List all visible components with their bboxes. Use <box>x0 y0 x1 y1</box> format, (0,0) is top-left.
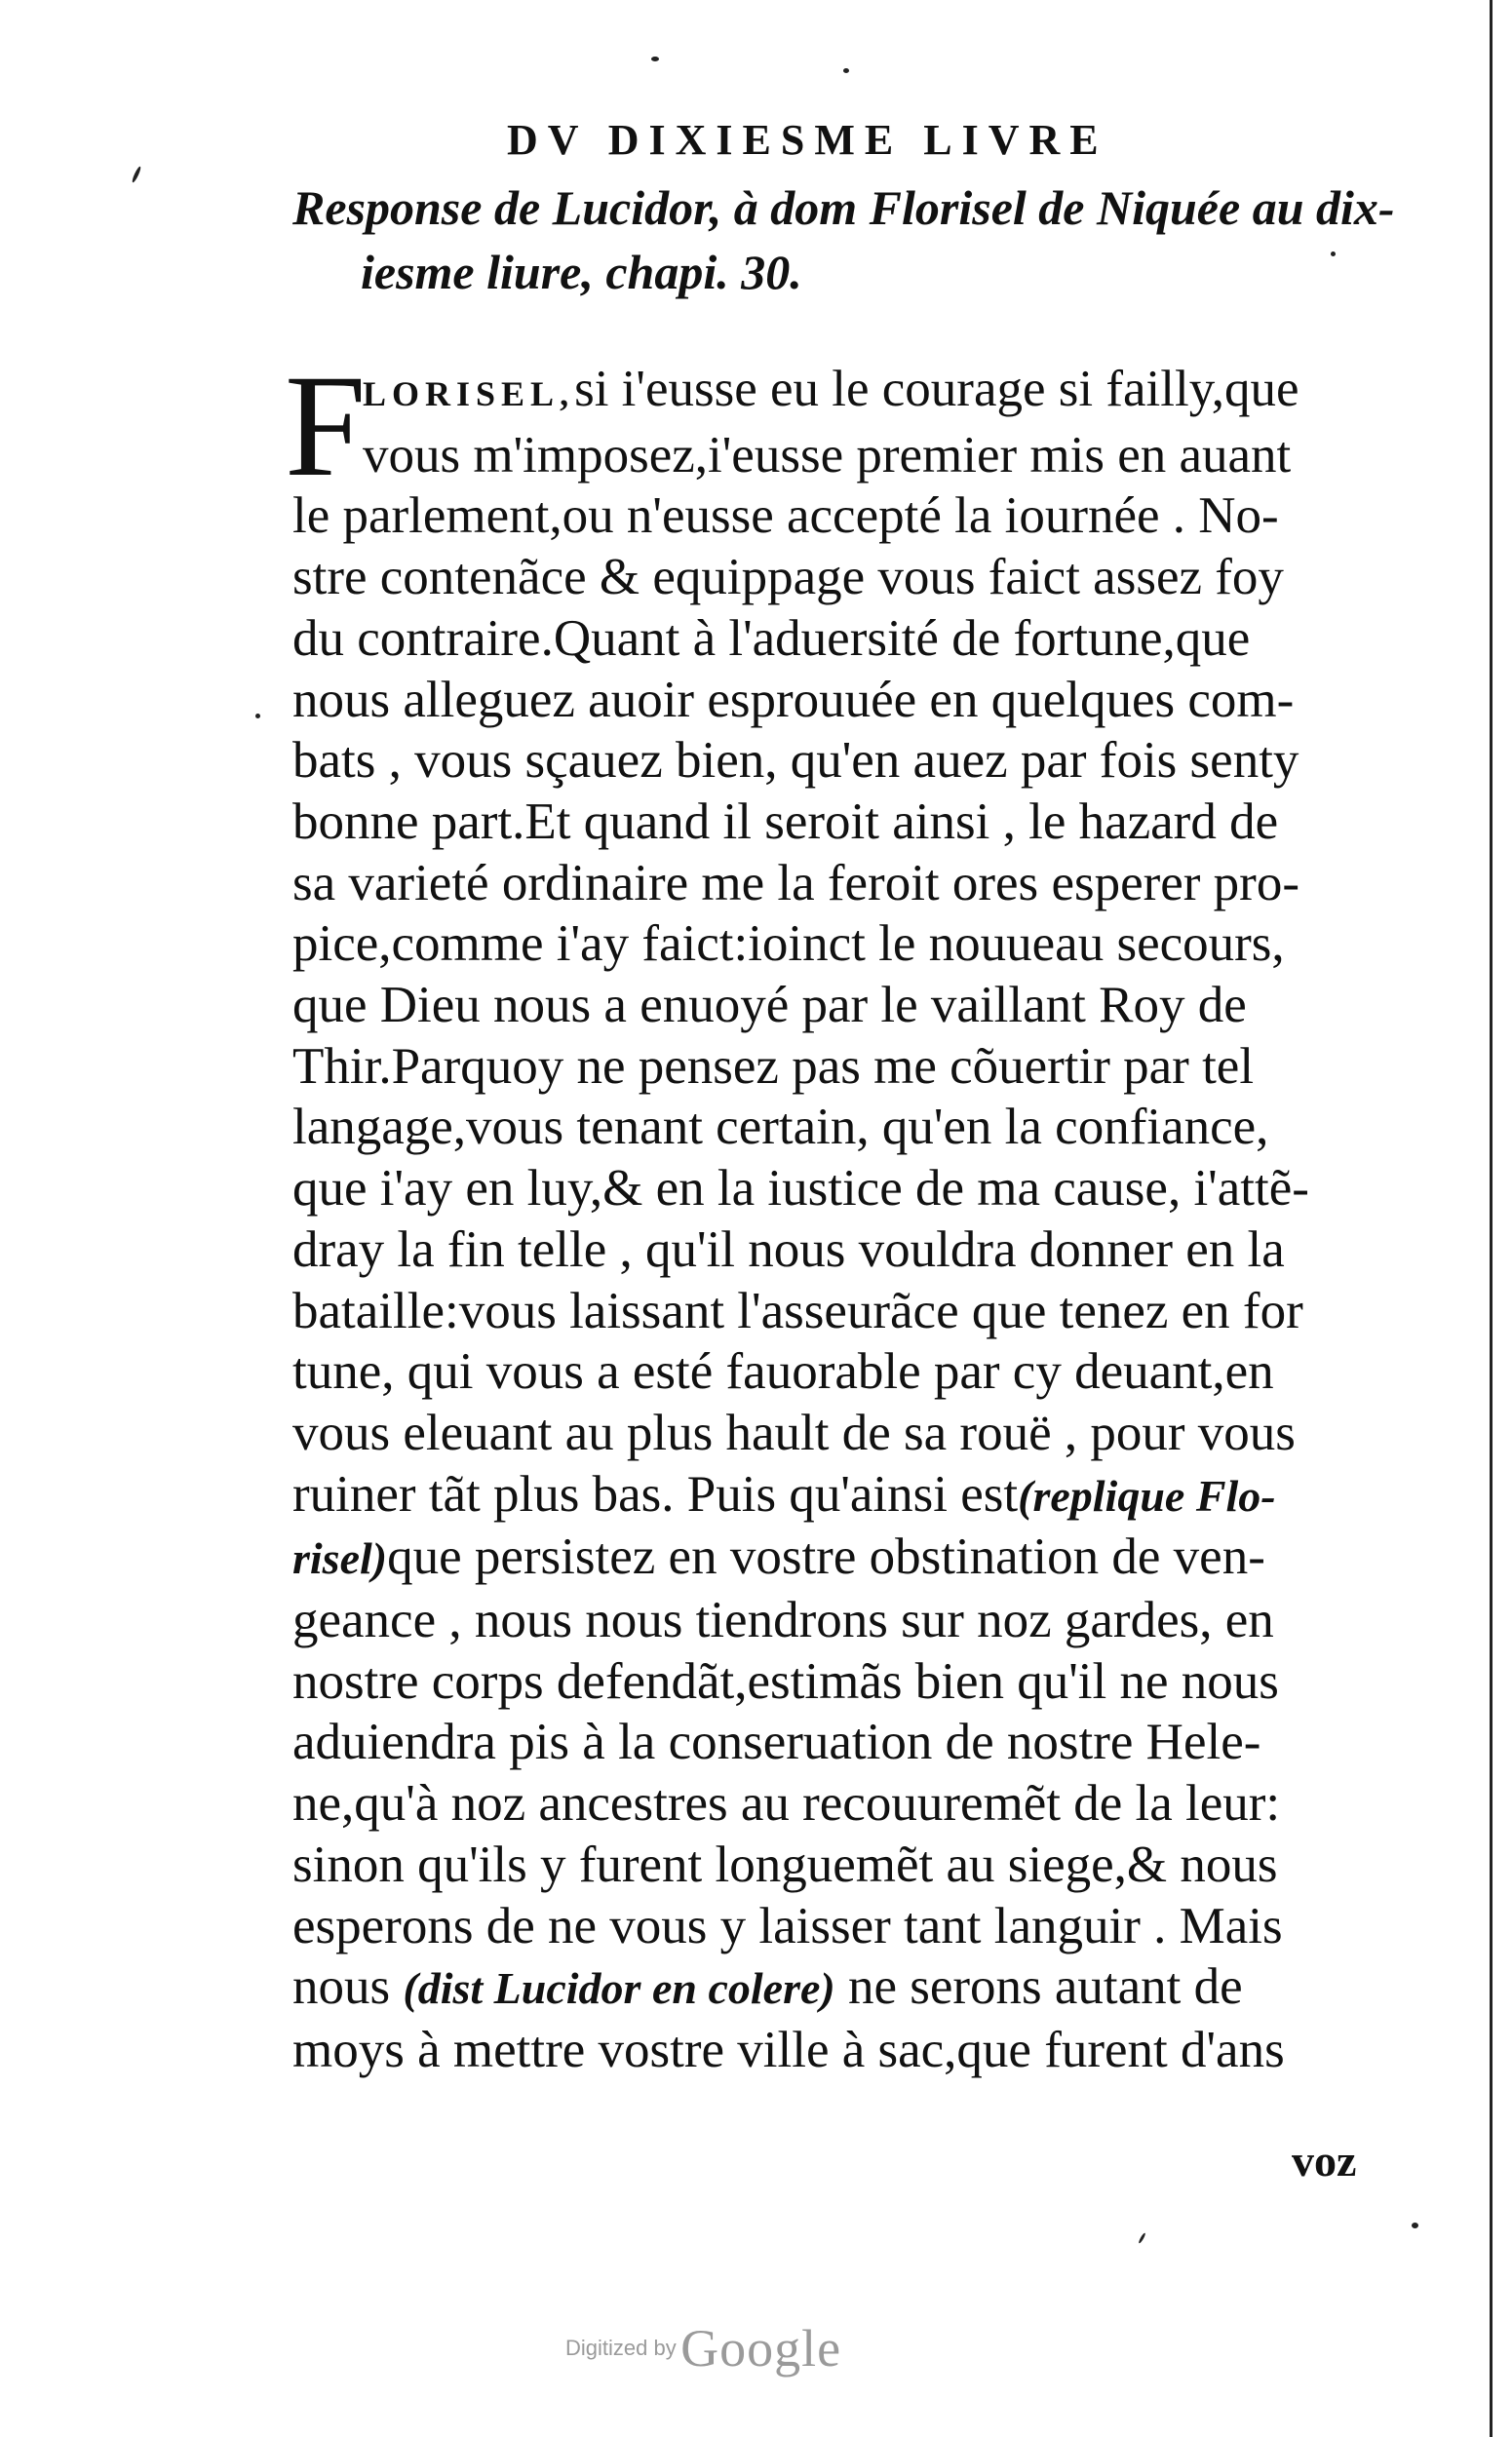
text-fragment: ruiner tãt plus bas. Puis qu'ainsi est <box>292 1465 1019 1523</box>
text-line: que i'ay en luy,& en la iustice de ma cause, i'attẽ- <box>292 1160 1309 1218</box>
text-line: aduiendra pis à la conseruation de nostre Hele- <box>292 1714 1261 1771</box>
ink-speck <box>1412 2223 1418 2228</box>
text-line: stre contenãce & equippage vous faict assez foy <box>292 549 1284 606</box>
chapter-heading-line: iesme liure, chapi. 30. <box>361 245 802 299</box>
running-head: DV DIXIESME LIVRE <box>507 116 1108 164</box>
ink-speck <box>651 57 659 61</box>
text-fragment: ne serons autant de <box>847 1958 1243 2016</box>
text-line <box>292 1956 1375 2020</box>
text-line: bonne part.Et quand il seroit ainsi , le hazard de <box>292 793 1279 850</box>
text-line: moys à mettre vostre ville à sac,que furent d'ans <box>292 2021 1285 2078</box>
text-line <box>292 359 1375 425</box>
text-line: sa varieté ordinaire me la feroit ores esperer pro- <box>292 854 1299 911</box>
text-line: nous alleguez auoir esprouuée en quelques com- <box>292 671 1295 728</box>
ink-speck <box>843 68 849 73</box>
text-line: du contraire.Quant à l'aduersité de fortune,que <box>292 609 1251 667</box>
digitized-by-label: Digitized by <box>565 2336 677 2360</box>
digitized-by-watermark <box>565 2318 841 2379</box>
text-line: esperons de ne vous y laisser tant languir . Mais <box>292 1897 1283 1954</box>
italic-aside: (dist Lucidor en colere) <box>403 1963 835 2014</box>
text-line: pice,comme i'ay faict:ioinct le nouueau secours, <box>292 915 1285 973</box>
text-line: vous eleuant au plus hault de sa rouë , pour vous <box>292 1404 1296 1461</box>
google-logo: Google <box>680 2319 842 2378</box>
chapter-heading-line: Response de Lucidor, à dom Florisel de Niquée au dix- <box>292 180 1395 235</box>
ink-speck <box>1138 2232 1146 2244</box>
ink-speck <box>131 166 141 183</box>
italic-aside: (replique Flo- <box>1018 1470 1276 1521</box>
text-fragment: nous <box>292 1958 391 2016</box>
text-fragment: que persistez en vostre obstination de ven- <box>387 1528 1265 1586</box>
opening-small-caps: LORISEL, <box>363 374 575 413</box>
text-line: sinon qu'ils y furent longuemẽt au siege,& nous <box>292 1836 1278 1893</box>
text-line: langage,vous tenant certain, qu'en la confiance, <box>292 1099 1269 1156</box>
text-line: dray la fin telle , qu'il nous vouldra donner en la <box>292 1220 1285 1278</box>
text-line: le parlement,ou n'eusse accepté la iournée . No- <box>292 487 1279 545</box>
text-line: vous m'imposez,i'eusse premier mis en auant <box>363 426 1292 484</box>
text-line: Thir.Parquoy ne pensez pas me cõuertir par tel <box>292 1037 1255 1095</box>
text-line: bats , vous sçauez bien, qu'en auez par fois senty <box>292 732 1299 790</box>
text-line <box>292 1464 1375 1528</box>
catchword: voz <box>1292 2136 1357 2186</box>
text-line: bataille:vous laissant l'asseurãce que tenez en for <box>292 1282 1303 1339</box>
drop-cap: F <box>285 345 367 507</box>
italic-aside: risel) <box>292 1533 388 1584</box>
text-line: nostre corps defendãt,estimãs bien qu'il ne nous <box>292 1652 1279 1710</box>
chapter-heading <box>292 175 1395 304</box>
text-line: geance , nous nous tiendrons sur noz gardes, en <box>292 1592 1274 1649</box>
text-fragment: si i'eusse eu le courage si failly,que <box>574 361 1299 417</box>
ink-speck <box>255 714 260 718</box>
page-edge-line <box>1490 0 1493 2437</box>
text-line: que Dieu nous a enuoyé par le vaillant Roy de <box>292 977 1247 1034</box>
text-line <box>292 1527 1375 1590</box>
body-text <box>292 359 1375 2081</box>
text-line: ne,qu'à noz ancestres au recouuremẽt de la leur: <box>292 1775 1281 1833</box>
text-line: tune, qui vous a esté fauorable par cy deuant,en <box>292 1343 1274 1401</box>
